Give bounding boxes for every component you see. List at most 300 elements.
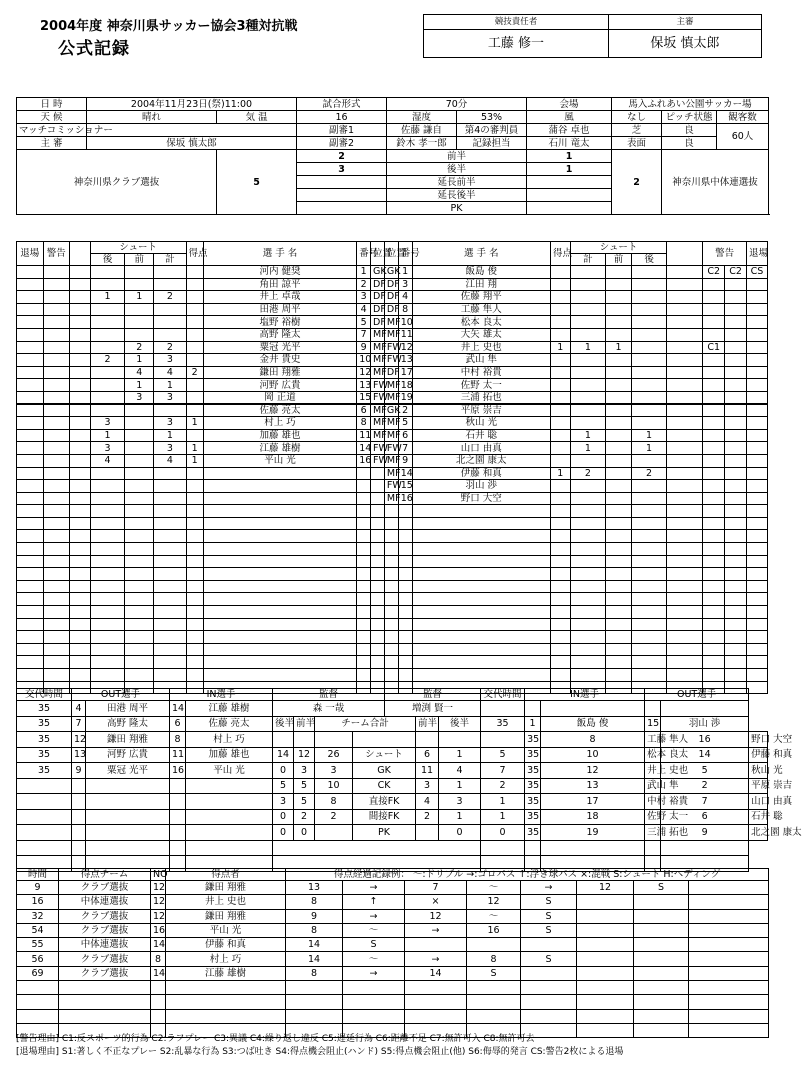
home-exit — [17, 555, 44, 568]
home-spacer — [70, 543, 91, 556]
away-shoot-early: 1 — [606, 341, 631, 354]
home-player-name — [203, 505, 356, 518]
away-player-name: 工藤 隼人 — [412, 303, 550, 316]
away-shoot-early — [606, 480, 631, 493]
home-shoot-late: 4 — [90, 454, 125, 467]
away-player-name — [412, 618, 550, 631]
away-shoot-late — [631, 417, 667, 430]
home-sub-time — [17, 794, 72, 810]
home-warn — [43, 454, 70, 467]
format-label: 試合形式 — [297, 98, 387, 111]
home-shoot-total — [154, 303, 186, 316]
away-warn — [703, 278, 725, 291]
home-shoot-late: 1 — [90, 291, 125, 304]
period-label: 延長前半 — [387, 176, 527, 189]
home-shoot-late — [90, 643, 125, 656]
goal-scorer: 伊藤 和真 — [166, 938, 286, 952]
table-row — [17, 505, 768, 518]
home-shoot-late — [90, 568, 125, 581]
home-spacer — [70, 278, 91, 291]
away-shoot-early — [606, 555, 631, 568]
away-exit — [747, 505, 768, 518]
away-warn — [725, 530, 747, 543]
home-warn — [43, 669, 70, 682]
home-sub-out-number: 12 — [72, 732, 86, 748]
away-exit — [747, 543, 768, 556]
away-player-name: 飯島 俊 — [412, 266, 550, 279]
home-spacer — [70, 568, 91, 581]
home-shoot-late — [90, 593, 125, 606]
home-spacer — [70, 454, 91, 467]
tech-label: 競技責任者 — [424, 15, 609, 30]
goal-sequence-extra — [689, 995, 769, 1009]
away-warn — [703, 669, 725, 682]
sub-out-header: OUT選手 — [72, 689, 170, 701]
away-player-position: FW — [384, 354, 398, 367]
home-shoot-early — [125, 568, 154, 581]
home-player-position: MF — [371, 328, 385, 341]
commissioner-label: マッチコミッショナー — [17, 124, 87, 137]
away-points — [550, 328, 570, 341]
away-player-number: 5 — [398, 417, 412, 430]
away-sub-out-player — [661, 840, 749, 856]
away-warn — [725, 467, 747, 480]
home-stat-early: 12 — [294, 747, 315, 763]
away-exit — [747, 417, 768, 430]
away-player-number: 8 — [398, 303, 412, 316]
home-shoot-late — [90, 543, 125, 556]
home-shoot-total — [154, 505, 186, 518]
away-points — [550, 303, 570, 316]
ar1-value: 佐藤 謙自 — [387, 124, 457, 137]
temp-value: 16 — [297, 111, 387, 124]
table-row — [17, 480, 768, 493]
away-shoot-late — [631, 366, 667, 379]
home-sub-in-number — [170, 825, 186, 841]
home-points — [186, 543, 203, 556]
humidity-label: 湿度 — [387, 111, 457, 124]
home-shoot-total: 2 — [154, 341, 186, 354]
number-header: 番号 — [398, 242, 412, 266]
goal-sequence-step — [521, 966, 577, 980]
player-header: 選 手 名 — [203, 242, 356, 266]
home-shoot-total — [154, 480, 186, 493]
goal-sequence-step — [634, 995, 689, 1009]
away-warn — [703, 429, 725, 442]
table-row — [17, 454, 768, 467]
home-player-position — [371, 656, 385, 669]
goal-sequence-step: 14 — [405, 966, 467, 980]
home-spacer — [70, 328, 91, 341]
home-shoot-early — [125, 454, 154, 467]
away-exit — [747, 580, 768, 593]
commissioner-value — [87, 124, 297, 137]
away-player-name — [412, 543, 550, 556]
table-row — [17, 341, 768, 354]
table-row — [17, 242, 768, 254]
home-early-header: 前半 — [294, 716, 315, 732]
away-player-number: 16 — [398, 492, 412, 505]
away-stat-late: 7 — [481, 763, 525, 779]
away-shoot-early — [606, 366, 631, 379]
home-player-name — [203, 618, 356, 631]
away-player-position — [384, 555, 398, 568]
home-spacer — [70, 517, 91, 530]
away-player-number: 18 — [398, 379, 412, 392]
away-player-name — [412, 643, 550, 656]
home-points — [186, 656, 203, 669]
away-points — [550, 454, 570, 467]
period-label: PK — [387, 202, 527, 215]
away-player-name: 北之園 康太 — [412, 454, 550, 467]
goal-time — [17, 995, 59, 1009]
away-stat-late: 2 — [481, 778, 525, 794]
table-row — [17, 1009, 769, 1023]
period-home-score — [297, 176, 387, 189]
away-shoot-total: 1 — [570, 442, 606, 455]
home-shoot-early — [125, 555, 154, 568]
home-points: 1 — [186, 417, 203, 430]
away-spacer — [667, 618, 703, 631]
away-warn — [703, 530, 725, 543]
away-shoot-total — [570, 543, 606, 556]
home-shoot-early — [125, 429, 154, 442]
table-row — [17, 266, 768, 279]
away-shoot-late — [631, 568, 667, 581]
away-spacer — [667, 467, 703, 480]
home-player-name: 金井 貴史 — [203, 354, 356, 367]
goal-scorer-number: 12 — [151, 895, 166, 909]
away-warn — [703, 404, 725, 417]
home-shoot-late — [90, 505, 125, 518]
home-player-number: 12 — [357, 366, 371, 379]
away-player-position: FW — [384, 341, 398, 354]
goal-sequence-step: 12 — [405, 909, 467, 923]
home-shoot-early — [125, 669, 154, 682]
home-shoot-total: 2 — [154, 291, 186, 304]
home-player-name: 角田 諒平 — [203, 278, 356, 291]
home-player-name: 粟冠 光平 — [203, 341, 356, 354]
home-player-position: DF — [371, 316, 385, 329]
home-exit — [17, 593, 44, 606]
away-player-position: DF — [384, 278, 398, 291]
goal-scorer-number: 12 — [151, 909, 166, 923]
away-sub-out-player: 山口 由真 — [749, 794, 768, 810]
away-points — [550, 517, 570, 530]
away-warn — [725, 480, 747, 493]
away-points — [550, 492, 570, 505]
goal-sequence-step: S — [521, 952, 577, 966]
away-warn — [725, 593, 747, 606]
shoot-header: シュート — [570, 242, 667, 254]
home-points — [186, 379, 203, 392]
home-shoot-early — [125, 266, 154, 279]
goal-sequence-step: ～ — [343, 923, 405, 937]
goal-sequence-extra — [689, 981, 769, 995]
home-exit — [17, 266, 44, 279]
stat-label: 直接FK — [353, 794, 416, 810]
goal-scorer-number: 14 — [151, 966, 166, 980]
away-points — [550, 366, 570, 379]
away-player-name — [412, 631, 550, 644]
goal-sequence-step — [634, 895, 689, 909]
away-player-position: MF — [384, 316, 398, 329]
home-shoot-total — [154, 580, 186, 593]
home-sub-time: 35 — [17, 763, 72, 779]
home-shoot-total — [154, 656, 186, 669]
home-stat-late: 0 — [273, 809, 294, 825]
away-warn — [725, 291, 747, 304]
table-row — [17, 328, 768, 341]
away-warn — [703, 555, 725, 568]
goal-sequence-step — [634, 923, 689, 937]
table-row — [17, 492, 768, 505]
home-player-number — [357, 669, 371, 682]
away-shoot-early — [606, 354, 631, 367]
goal-sequence-step — [634, 1009, 689, 1023]
away-points — [550, 278, 570, 291]
away-sub-out-player: 平原 崇吉 — [749, 778, 768, 794]
away-shoot-total — [570, 454, 606, 467]
away-shoot-early — [606, 593, 631, 606]
away-sub-out-number: 7 — [661, 794, 749, 810]
away-shoot-late — [631, 492, 667, 505]
home-points — [186, 303, 203, 316]
table-row — [17, 530, 768, 543]
player-header: 選 手 名 — [412, 242, 550, 266]
away-warn — [725, 580, 747, 593]
table-row — [17, 543, 768, 556]
away-warn — [703, 656, 725, 669]
home-shoot-total — [154, 266, 186, 279]
away-points: 1 — [550, 467, 570, 480]
away-player-position — [384, 580, 398, 593]
away-points — [550, 643, 570, 656]
home-player-number: 7 — [357, 328, 371, 341]
goal-team: 中体連選抜 — [59, 895, 151, 909]
humidity-value: 53% — [457, 111, 527, 124]
away-spacer — [667, 366, 703, 379]
away-player-position — [384, 530, 398, 543]
home-shoot-total — [154, 316, 186, 329]
warn-header: 警告 — [43, 242, 70, 266]
home-shoot-early — [125, 618, 154, 631]
table-row — [17, 631, 768, 644]
away-sub-in-number: 12 — [541, 763, 645, 779]
goal-team — [59, 981, 151, 995]
home-player-name — [203, 467, 356, 480]
goal-scorer: 鎌田 翔雅 — [166, 881, 286, 895]
away-shoot-late — [631, 643, 667, 656]
table-row — [17, 442, 768, 455]
period-away-score: 1 — [527, 163, 612, 176]
away-stat-total: 3 — [416, 778, 439, 794]
stat-label: PK — [353, 825, 416, 841]
home-points — [186, 404, 203, 417]
shoot-header: シュート — [90, 242, 186, 254]
away-shoot-early — [606, 568, 631, 581]
goal-sequence-step: S — [521, 895, 577, 909]
reason-notes — [16, 1033, 623, 1059]
away-player-number: 1 — [398, 266, 412, 279]
away-player-name: 武山 隼 — [412, 354, 550, 367]
table-row — [17, 716, 768, 732]
away-shoot-late — [631, 517, 667, 530]
away-shoot-late — [631, 303, 667, 316]
home-sub-out-player — [86, 794, 170, 810]
away-warn — [725, 429, 747, 442]
away-spacer — [667, 568, 703, 581]
away-points: 1 — [550, 341, 570, 354]
home-player-number — [357, 467, 371, 480]
home-sub-in-player: 江藤 雄樹 — [186, 701, 273, 717]
goal-sequence-step: S — [467, 966, 521, 980]
away-warn — [725, 404, 747, 417]
away-warn — [725, 606, 747, 619]
home-shoot-early — [125, 593, 154, 606]
home-player-position — [371, 669, 385, 682]
goal-sequence-step: 7 — [405, 881, 467, 895]
away-sub-in-number: 19 — [541, 825, 645, 841]
away-shoot-total — [570, 656, 606, 669]
home-shoot-late — [90, 303, 125, 316]
table-row — [17, 701, 768, 717]
home-warn — [43, 543, 70, 556]
away-player-position — [384, 505, 398, 518]
home-shoot-early — [125, 580, 154, 593]
home-shoot-total — [154, 631, 186, 644]
away-sub-time — [481, 840, 525, 856]
home-sub-in-player: 加藤 雄也 — [186, 747, 273, 763]
period-label: 後半 — [387, 163, 527, 176]
goal-sequence-extra — [689, 938, 769, 952]
home-stat-late: 5 — [273, 778, 294, 794]
away-spacer — [667, 303, 703, 316]
home-spacer — [70, 643, 91, 656]
home-sub-out-player — [86, 825, 170, 841]
away-warn — [703, 442, 725, 455]
attendance-label: 観客数 — [717, 111, 769, 124]
goal-sequence-step — [577, 909, 634, 923]
away-points — [550, 442, 570, 455]
home-player-number — [357, 643, 371, 656]
home-shoot-total — [154, 328, 186, 341]
away-player-name — [412, 505, 550, 518]
table-row — [17, 981, 769, 995]
home-warn — [43, 555, 70, 568]
home-spacer — [70, 467, 91, 480]
home-warn — [43, 631, 70, 644]
table-row — [17, 923, 769, 937]
away-shoot-total: 2 — [570, 467, 606, 480]
away-player-position: MF — [384, 379, 398, 392]
away-shoot-late — [631, 543, 667, 556]
away-stat-early: 4 — [439, 763, 481, 779]
away-stat-early: 1 — [439, 747, 481, 763]
date-label: 日 時 — [17, 98, 87, 111]
home-sub-out-player: 河野 広貴 — [86, 747, 170, 763]
home-sub-time — [17, 809, 72, 825]
goal-team: クラブ選抜 — [59, 909, 151, 923]
home-team-name: 神奈川県クラブ選抜 — [17, 150, 217, 215]
goal-sequence-step — [577, 981, 634, 995]
goal-team: クラブ選抜 — [59, 966, 151, 980]
away-sub-out-number — [645, 701, 661, 717]
table-row — [17, 278, 768, 291]
lineup-table — [16, 241, 768, 694]
home-sub-in-player: 村上 巧 — [186, 732, 273, 748]
goal-sequence-step: → — [521, 881, 577, 895]
away-player-position: GK — [384, 266, 398, 279]
home-shoot-late — [90, 618, 125, 631]
table-row — [17, 881, 769, 895]
shoot-late-header: 後 — [631, 254, 667, 266]
fourth-label: 第4の審判員 — [457, 124, 527, 137]
home-total-score: 5 — [217, 150, 297, 215]
away-player-number: 4 — [398, 291, 412, 304]
home-shoot-total: 1 — [154, 379, 186, 392]
away-spacer — [667, 291, 703, 304]
away-shoot-early — [606, 669, 631, 682]
home-spacer — [70, 492, 91, 505]
away-sub-out-number: 15 — [645, 716, 661, 732]
table-row — [17, 656, 768, 669]
home-player-position: FW — [371, 379, 385, 392]
goal-team: クラブ選抜 — [59, 923, 151, 937]
home-sub-in-player — [186, 825, 273, 841]
away-stat-total: 2 — [416, 809, 439, 825]
home-sub-out-number: 9 — [72, 763, 86, 779]
home-exit — [17, 354, 44, 367]
home-player-name: 佐藤 亮太 — [203, 404, 356, 417]
away-stat-early: 1 — [439, 809, 481, 825]
home-points — [186, 530, 203, 543]
home-shoot-early — [125, 417, 154, 430]
home-shoot-late — [90, 366, 125, 379]
home-shoot-total: 3 — [154, 417, 186, 430]
home-warn — [43, 480, 70, 493]
home-warn — [43, 316, 70, 329]
away-spacer — [667, 417, 703, 430]
goal-sequence-step — [521, 938, 577, 952]
goal-time — [17, 981, 59, 995]
home-sub-out-number: 4 — [72, 701, 86, 717]
home-shoot-early: 1 — [125, 291, 154, 304]
away-sub-in-player: 松本 良太 — [645, 747, 661, 763]
home-player-number: 4 — [357, 303, 371, 316]
away-player-number — [398, 618, 412, 631]
home-exit — [17, 643, 44, 656]
away-late-header: 後半 — [439, 716, 481, 732]
home-player-name: 高野 隆太 — [203, 328, 356, 341]
home-shoot-late — [90, 316, 125, 329]
referee-label: 主 審 — [17, 137, 87, 150]
table-row — [17, 825, 768, 841]
home-stat-total: 3 — [315, 763, 353, 779]
home-spacer — [70, 555, 91, 568]
away-warn — [703, 492, 725, 505]
away-warn — [725, 278, 747, 291]
home-shoot-total — [154, 555, 186, 568]
goal-scorer: 鎌田 翔雅 — [166, 909, 286, 923]
goal-scorer-number: 14 — [151, 938, 166, 952]
home-stat-total: 26 — [315, 747, 353, 763]
away-player-name: 中村 裕貴 — [412, 366, 550, 379]
home-sub-in-player: 平山 光 — [186, 763, 273, 779]
table-row — [17, 895, 769, 909]
home-sub-in-player — [186, 840, 273, 856]
away-player-number: 7 — [398, 442, 412, 455]
